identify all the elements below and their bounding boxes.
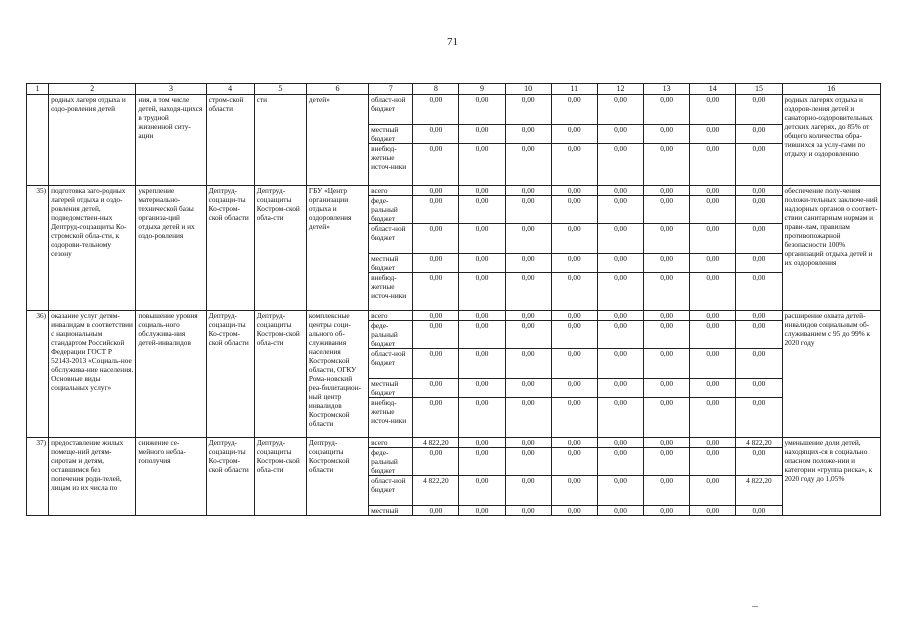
amount-cell: 0,00 xyxy=(644,196,690,224)
amount-cell: 0,00 xyxy=(736,224,782,254)
amount-cell: 0,00 xyxy=(459,186,505,196)
funding-source: внебюд-жетные источ-ники xyxy=(369,273,413,311)
expected-result: уменьшение доли детей, находящих-ся в социально опасном положе-нии и категории «группа риска», к 2020 году до 1,05% xyxy=(782,438,880,516)
table-row xyxy=(27,186,881,196)
amount-cell: 0,00 xyxy=(644,321,690,349)
amount-cell: 0,00 xyxy=(551,379,597,398)
amount-cell: 0,00 xyxy=(505,95,551,125)
measure-name: подготовка заго-родных лагерей отдыха и оздо-ровления детей, подведомствен-ных Дептруд-соцзащиты Ко-стромской обла-сти, к оздорови-тельному сезону xyxy=(49,186,136,311)
column-header: 16 xyxy=(782,84,880,95)
amount-cell: 0,00 xyxy=(551,95,597,125)
expected-result: обеспечение полу-чения положи-тельных заключе-ний надзорных органов о соответ-ствии санитарным нормам и прави-лам, правилам противопожарной безопасности 100% организаций отдыха детей и их оздоровления xyxy=(782,186,880,311)
amount-cell: 0,00 xyxy=(551,506,597,516)
amount-cell: 0,00 xyxy=(597,224,643,254)
amount-cell: 0,00 xyxy=(505,321,551,349)
measure-index: 37) xyxy=(27,438,49,516)
column-header: 11 xyxy=(551,84,597,95)
amount-cell: 0,00 xyxy=(551,125,597,144)
funding-source: всего xyxy=(369,311,413,321)
amount-cell: 0,00 xyxy=(413,398,459,438)
amount-cell: 0,00 xyxy=(459,379,505,398)
amount-cell: 0,00 xyxy=(413,254,459,273)
funding-source: феде-ральный бюджет xyxy=(369,448,413,476)
amount-cell: 0,00 xyxy=(736,506,782,516)
amount-cell: 0,00 xyxy=(413,379,459,398)
column-number-row xyxy=(27,84,881,95)
measure-responsible: Дептруд-соцзащиты Костром-ской обла-сти xyxy=(254,186,306,311)
amount-cell: 0,00 xyxy=(736,379,782,398)
amount-cell: 0,00 xyxy=(459,95,505,125)
measure-responsible: сти xyxy=(254,95,306,186)
amount-cell: 0,00 xyxy=(597,254,643,273)
amount-cell: 0,00 xyxy=(644,448,690,476)
amount-cell: 0,00 xyxy=(597,379,643,398)
amount-cell: 0,00 xyxy=(459,476,505,506)
amount-cell: 0,00 xyxy=(551,321,597,349)
amount-cell: 0,00 xyxy=(551,273,597,311)
amount-cell: 0,00 xyxy=(644,506,690,516)
amount-cell: 0,00 xyxy=(413,311,459,321)
amount-cell: 0,00 xyxy=(505,273,551,311)
column-header: 7 xyxy=(369,84,413,95)
amount-cell: 0,00 xyxy=(459,349,505,379)
amount-cell: 0,00 xyxy=(644,224,690,254)
amount-cell: 0,00 xyxy=(597,448,643,476)
measure-coordinator: Дептруд-соцзащи-ты Ко-стром-ской области xyxy=(206,438,254,516)
column-header: 3 xyxy=(136,84,206,95)
measure-executor: Дептруд-соцзащиты Костромской области xyxy=(306,438,368,516)
measure-name: предоставление жилых помеще-ний детям-сиротам и детям, оставшимся без попечения роди-телей, лицам из их числа по xyxy=(49,438,136,516)
amount-cell: 0,00 xyxy=(690,311,736,321)
amount-cell: 0,00 xyxy=(551,448,597,476)
expected-result: родных лагерях отдыха и оздоров-ления детей и санаторно-оздоровительных детских лагерях, до 85% от общего количества обра-тившихся за услу-гами по отдыху и оздоровлению xyxy=(782,95,880,186)
amount-cell: 0,00 xyxy=(597,95,643,125)
amount-cell: 0,00 xyxy=(413,144,459,186)
funding-source: местный бюджет xyxy=(369,254,413,273)
amount-cell: 0,00 xyxy=(690,273,736,311)
amount-cell: 0,00 xyxy=(413,321,459,349)
amount-cell: 0,00 xyxy=(690,254,736,273)
amount-cell: 0,00 xyxy=(459,311,505,321)
amount-cell: 0,00 xyxy=(597,144,643,186)
amount-cell: 0,00 xyxy=(597,196,643,224)
measure-goal: снижение се-мейного небла-гополучия xyxy=(136,438,206,516)
amount-cell: 0,00 xyxy=(551,144,597,186)
column-header: 13 xyxy=(644,84,690,95)
amount-cell: 0,00 xyxy=(459,224,505,254)
column-header: 6 xyxy=(306,84,368,95)
measure-responsible: Дептруд-соцзащиты Костром-ской обла-сти xyxy=(254,438,306,516)
page-number: 71 xyxy=(447,36,458,48)
amount-cell: 0,00 xyxy=(551,311,597,321)
amount-cell: 0,00 xyxy=(690,196,736,224)
amount-cell: 0,00 xyxy=(505,311,551,321)
amount-cell: 0,00 xyxy=(644,398,690,438)
funding-source: феде-ральный бюджет xyxy=(369,196,413,224)
amount-cell: 0,00 xyxy=(644,379,690,398)
amount-cell: 0,00 xyxy=(413,186,459,196)
funding-source: внебюд-жетные источ-ники xyxy=(369,144,413,186)
amount-cell: 0,00 xyxy=(551,196,597,224)
amount-cell: 0,00 xyxy=(736,125,782,144)
amount-cell: 0,00 xyxy=(505,349,551,379)
amount-cell: 0,00 xyxy=(736,196,782,224)
measure-coordinator: Дептруд-соцзащи-ты Ко-стром-ской области xyxy=(206,311,254,438)
amount-cell: 0,00 xyxy=(459,448,505,476)
expected-result: расширение охвата детей-инвалидов социальным об-служиванием с 95 до 99% к 2020 году xyxy=(782,311,880,438)
amount-cell: 0,00 xyxy=(644,438,690,448)
column-header: 10 xyxy=(505,84,551,95)
measure-goal: повышение уровня социаль-ного обслужива-ния детей-инвалидов xyxy=(136,311,206,438)
amount-cell: 0,00 xyxy=(413,196,459,224)
amount-cell: 0,00 xyxy=(690,506,736,516)
amount-cell: 0,00 xyxy=(413,95,459,125)
column-header: 5 xyxy=(254,84,306,95)
measure-name: оказание услуг детям-инвалидам в соответствии с национальным стандартом Российской Федерации ГОСТ Р 52143-2013 «Социаль-ное обслужива-ние населения. Основные виды социальных услуг» xyxy=(49,311,136,438)
amount-cell: 4 822,20 xyxy=(413,438,459,448)
measure-executor: комплексные центры соци-ального об-служивания населения Костромской области, ОГКУ Рома-новский реа-билитацион-ный центр инвалидов Костромской области xyxy=(306,311,368,438)
amount-cell: 0,00 xyxy=(690,125,736,144)
amount-cell: 0,00 xyxy=(736,311,782,321)
amount-cell: 4 822,20 xyxy=(413,476,459,506)
amount-cell: 0,00 xyxy=(690,398,736,438)
amount-cell: 0,00 xyxy=(597,273,643,311)
measure-index xyxy=(27,95,49,186)
amount-cell: 0,00 xyxy=(690,224,736,254)
amount-cell: 0,00 xyxy=(690,438,736,448)
amount-cell: 0,00 xyxy=(736,398,782,438)
amount-cell: 0,00 xyxy=(459,254,505,273)
amount-cell: 0,00 xyxy=(644,186,690,196)
amount-cell: 0,00 xyxy=(690,379,736,398)
amount-cell: 0,00 xyxy=(644,144,690,186)
column-header: 14 xyxy=(690,84,736,95)
measure-goal: укрепление материально-технической базы организа-ций отдыха детей и их оздо-ровления xyxy=(136,186,206,311)
column-header: 15 xyxy=(736,84,782,95)
program-measures-table xyxy=(26,83,881,516)
amount-cell: 0,00 xyxy=(551,398,597,438)
amount-cell: 0,00 xyxy=(551,224,597,254)
amount-cell: 0,00 xyxy=(413,349,459,379)
table-row xyxy=(27,95,881,125)
amount-cell: 0,00 xyxy=(459,125,505,144)
funding-source: област-ной бюджет xyxy=(369,224,413,254)
measure-index: 35) xyxy=(27,186,49,311)
amount-cell: 0,00 xyxy=(690,186,736,196)
amount-cell: 0,00 xyxy=(690,448,736,476)
measure-name: родных лагеря отдыха и оздо-ровления детей xyxy=(49,95,136,186)
amount-cell: 0,00 xyxy=(505,254,551,273)
table-row xyxy=(27,311,881,321)
amount-cell: 0,00 xyxy=(644,95,690,125)
amount-cell: 4 822,20 xyxy=(736,438,782,448)
amount-cell: 0,00 xyxy=(736,254,782,273)
funding-source: местный xyxy=(369,506,413,516)
amount-cell: 0,00 xyxy=(736,95,782,125)
funding-source: област-ной бюджет xyxy=(369,349,413,379)
amount-cell: 0,00 xyxy=(736,186,782,196)
amount-cell: 0,00 xyxy=(644,476,690,506)
amount-cell: 0,00 xyxy=(644,273,690,311)
amount-cell: 0,00 xyxy=(597,506,643,516)
amount-cell: 0,00 xyxy=(413,506,459,516)
amount-cell: 0,00 xyxy=(644,349,690,379)
amount-cell: 0,00 xyxy=(459,273,505,311)
amount-cell: 0,00 xyxy=(505,379,551,398)
funding-source: област-ной бюджет xyxy=(369,95,413,125)
amount-cell: 0,00 xyxy=(551,438,597,448)
amount-cell: 0,00 xyxy=(505,125,551,144)
amount-cell: 0,00 xyxy=(413,448,459,476)
amount-cell: 0,00 xyxy=(736,349,782,379)
amount-cell: 0,00 xyxy=(505,224,551,254)
funding-source: феде-ральный бюджет xyxy=(369,321,413,349)
column-header: 12 xyxy=(597,84,643,95)
amount-cell: 0,00 xyxy=(597,349,643,379)
measure-coordinator: Дептруд-соцзащи-ты Ко-стром-ской области xyxy=(206,186,254,311)
amount-cell: 0,00 xyxy=(736,321,782,349)
funding-source: местный бюджет xyxy=(369,379,413,398)
amount-cell: 0,00 xyxy=(644,125,690,144)
measure-executor: детей» xyxy=(306,95,368,186)
measure-coordinator: стром-ской области xyxy=(206,95,254,186)
amount-cell: 0,00 xyxy=(505,398,551,438)
amount-cell: 0,00 xyxy=(551,186,597,196)
funding-source: всего xyxy=(369,438,413,448)
amount-cell: 0,00 xyxy=(644,311,690,321)
amount-cell: 4 822,20 xyxy=(736,476,782,506)
column-header: 9 xyxy=(459,84,505,95)
table-row xyxy=(27,438,881,448)
amount-cell: 0,00 xyxy=(644,254,690,273)
amount-cell: 0,00 xyxy=(459,438,505,448)
amount-cell: 0,00 xyxy=(505,438,551,448)
amount-cell: 0,00 xyxy=(690,349,736,379)
amount-cell: 0,00 xyxy=(505,196,551,224)
amount-cell: 0,00 xyxy=(413,125,459,144)
amount-cell: 0,00 xyxy=(690,321,736,349)
amount-cell: 0,00 xyxy=(505,448,551,476)
funding-source: всего xyxy=(369,186,413,196)
measure-responsible: Дептруд-соцзащиты Костром-ской обла-сти xyxy=(254,311,306,438)
amount-cell: 0,00 xyxy=(597,311,643,321)
measure-index: 36) xyxy=(27,311,49,438)
column-header: 2 xyxy=(49,84,136,95)
amount-cell: 0,00 xyxy=(459,506,505,516)
amount-cell: 0,00 xyxy=(736,448,782,476)
amount-cell: 0,00 xyxy=(551,476,597,506)
amount-cell: 0,00 xyxy=(690,476,736,506)
amount-cell: 0,00 xyxy=(597,321,643,349)
amount-cell: 0,00 xyxy=(690,95,736,125)
measure-goal: ния, в том числе детей, находя-щихся в трудной жизненной ситу-ации xyxy=(136,95,206,186)
funding-source: внебюд-жетные источ-ники xyxy=(369,398,413,438)
table-body xyxy=(27,95,881,516)
amount-cell: 0,00 xyxy=(551,349,597,379)
column-header: 8 xyxy=(413,84,459,95)
amount-cell: 0,00 xyxy=(459,321,505,349)
amount-cell: 0,00 xyxy=(597,125,643,144)
amount-cell: 0,00 xyxy=(413,273,459,311)
amount-cell: 0,00 xyxy=(551,254,597,273)
amount-cell: 0,00 xyxy=(505,506,551,516)
amount-cell: 0,00 xyxy=(459,144,505,186)
amount-cell: 0,00 xyxy=(459,398,505,438)
amount-cell: 0,00 xyxy=(736,273,782,311)
amount-cell: 0,00 xyxy=(505,186,551,196)
amount-cell: 0,00 xyxy=(505,144,551,186)
amount-cell: 0,00 xyxy=(690,144,736,186)
amount-cell: 0,00 xyxy=(505,476,551,506)
amount-cell: 0,00 xyxy=(736,144,782,186)
column-header: 1 xyxy=(27,84,49,95)
scan-mark xyxy=(752,606,758,607)
amount-cell: 0,00 xyxy=(459,196,505,224)
amount-cell: 0,00 xyxy=(413,224,459,254)
amount-cell: 0,00 xyxy=(597,186,643,196)
amount-cell: 0,00 xyxy=(597,476,643,506)
measure-executor: ГБУ «Центр организации отдыха и оздоровления детей» xyxy=(306,186,368,311)
amount-cell: 0,00 xyxy=(597,438,643,448)
funding-source: местный бюджет xyxy=(369,125,413,144)
amount-cell: 0,00 xyxy=(597,398,643,438)
column-header: 4 xyxy=(206,84,254,95)
funding-source: област-ной бюджет xyxy=(369,476,413,506)
